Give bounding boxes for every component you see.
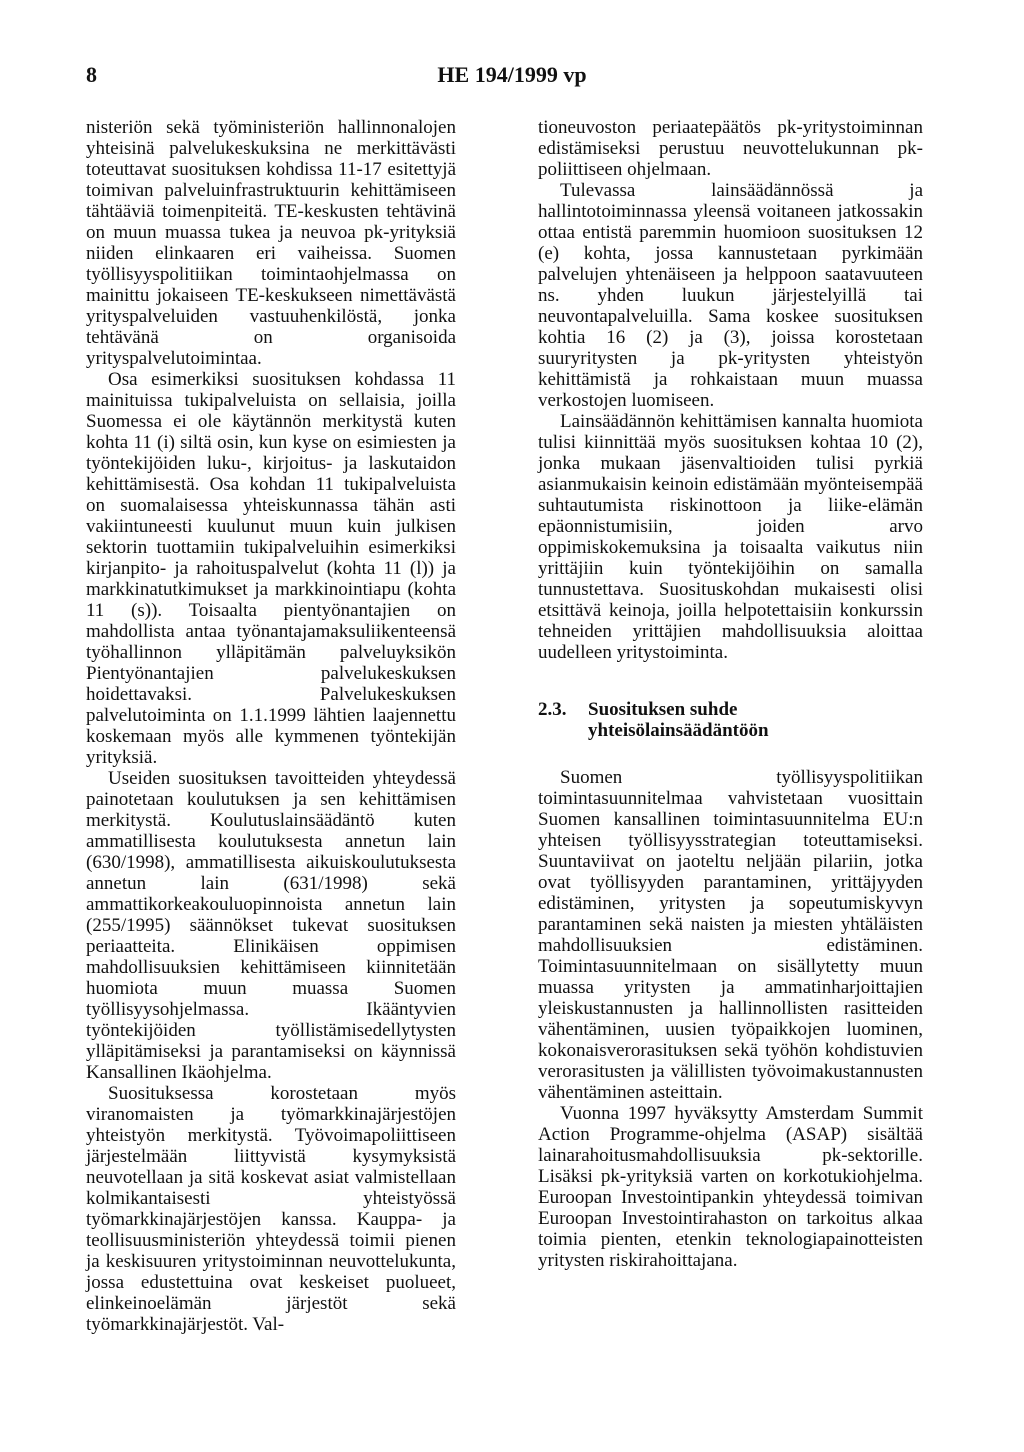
section-number: 2.3.	[538, 699, 567, 720]
paragraph: Tulevassa lainsäädännössä ja hallintotoiminnassa yleensä voitaneen jatkossakin ottaa entistä paremmin huomioon suosituksen 12 (e) kohta, jossa kannustetaan pyrkimään palvelujen yhtenäiseen ja helppoon saatavuuteen ns. yhden luukun järjestelyillä tai neuvontapalveluilla. Sama koskee suosituksen kohtia 16 (2) ja (3), joissa korostetaan suuryritysten ja pk-yritysten yhteistyön kehittämistä ja rohkaistaan muun muassa verkostojen luomiseen.	[538, 180, 923, 411]
page-number: 8	[86, 62, 97, 87]
section-title-line: yhteisölainsäädäntöön	[588, 720, 769, 741]
right-column	[538, 117, 923, 1271]
paragraph: nisteriön sekä työministeriön hallinnonalojen yhteisinä palvelukeskuksina ne merkittävästi toteuttavat suosituksen kohdissa 11-17 esitettyjä toimivan palveluinfrastruktuurin kehittämiseen tähtääviä toimenpiteitä. TE-keskusten tehtävinä on muun muassa tukea ja neuvoa pk-yrityksiä niiden elinkaaren eri vaiheissa. Suomen työllisyyspolitiikan toimintaohjelmassa on mainittu jokaiseen TE-keskukseen nimettävästä yrityspalveluiden vastuuhenkilöstä, jonka tehtävänä on organisoida yrityspalvelutoimintaa.	[86, 117, 456, 369]
paragraph: Lainsäädännön kehittämisen kannalta huomiota tulisi kiinnittää myös suosituksen kohtaa 10 (2), jonka mukaan jäsenvaltioiden tulisi pyrkiä asianmukaisin keinoin edistämään myönteisempää suhtautumista riskinottoon ja liike-elämän epäonnistumisiin, joiden arvo oppimiskokemuksina ja toisaalta vaikutus niin yrittäjiin kuin työntekijöihin on samalla tunnustettava. Suosituskohdan mukaisesti olisi etsittävä keinoja, joilla helpotettaisiin konkurssin tehneiden yrittäjien mahdollisuuksia aloittaa uudelleen yritystoiminta.	[538, 411, 923, 663]
section-title-line: Suosituksen suhde	[588, 699, 738, 720]
paragraph: Vuonna 1997 hyväksytty Amsterdam Summit Action Programme-ohjelma (ASAP) sisältää lainarahoitusmahdollisuuksia pk-sektorille. Lisäksi pk-yrityksiä varten on korkotukiohjelma. Euroopan Investointipankin yhteydessä toimivan Euroopan Investointirahaston on tarkoitus alkaa toimia pienten, etenkin teknologiapainotteisten yritysten riskirahoittajana.	[538, 1103, 923, 1271]
paragraph: Suosituksessa korostetaan myös viranomaisten ja työmarkkinajärjestöjen yhteistyön merkitystä. Työvoimapoliittiseen järjestelmään liittyvistä kysymyksistä neuvotellaan ja sitä koskevat asiat valmistellaan kolmikantaisesti yhteistyössä työmarkkinajärjestöjen kanssa. Kauppa- ja teollisuusministeriön yhteydessä toimii pienen ja keskisuuren yritystoiminnan neuvottelukunta, jossa edustettuina ovat keskeiset puolueet, elinkeinoelämän järjestöt sekä työmarkkinajärjestöt. Val-	[86, 1083, 456, 1335]
left-column	[86, 117, 456, 1335]
paragraph: Useiden suosituksen tavoitteiden yhteydessä painotetaan koulutuksen ja sen kehittämisen merkitystä. Koulutuslainsäädäntö kuten ammatillisesta koulutuksesta annetun lain (630/1998), ammatillisesta aikuiskoulutuksesta annetun lain (631/1998) sekä ammattikorkeakouluopinnoista annetun lain (255/1995) säännökset tukevat suosituksen periaatteita. Elinikäisen oppimisen mahdollisuuksien kehittämiseen kiinnitetään huomiota muun muassa Suomen työllisyysohjelmassa. Ikääntyvien työntekijöiden työllistämisedellytysten ylläpitämiseksi ja parantamiseksi on käynnissä Kansallinen Ikäohjelma.	[86, 768, 456, 1083]
paragraph: Osa esimerkiksi suosituksen kohdassa 11 mainituissa tukipalveluista on sellaisia, joilla Suomessa ei ole käytännön merkitystä kuten kohta 11 (i) siltä osin, kun kyse on esimiesten ja työntekijöiden luku-, kirjoitus- ja laskutaidon kehittämisestä. Osa kohdan 11 tukipalveluista on suomalaisessa yhteiskunnassa tähän asti vakiintuneesti kuulunut muun kuin julkisen sektorin tuottamiin tukipalveluihin esimerkiksi kirjanpito- ja rahoituspalvelut (kohta 11 (l)) ja markkinatutkimukset ja markkinointiapu (kohta 11 (s)). Toisaalta pientyönantajien on mahdollista antaa työnantajamaksuliikenteensä työhallinnon ylläpitämän palveluyksikön Pientyönantajien palvelukeskuksen hoidettavaksi. Palvelukeskuksen palvelutoiminta on 1.1.1999 lähtien laajennettu koskemaan myös alle kymmenen työntekijän yrityksiä.	[86, 369, 456, 768]
running-title: HE 194/1999 vp	[437, 62, 587, 87]
paragraph: Suomen työllisyyspolitiikan toimintasuunnitelmaa vahvistetaan vuosittain Suomen kansallinen toimintasuunnitelma EU:n yhteisen työllisyysstrategian toteuttamiseksi. Suuntaviivat on jaoteltu neljään pilariin, jotka ovat työllisyyden parantaminen, yrittäjyyden edistäminen, yritysten ja sopeutumiskyvyn parantaminen sekä naisten ja miesten yhtäläisten mahdollisuuksien edistäminen. Toimintasuunnitelmaan on sisällytetty muun muassa yritysten ja ammatinharjoittajien yleiskustannusten ja hallinnollisten rasitteiden vähentäminen, uusien työpaikkojen luominen, kokonaisverorasituksen sekä työhön kohdistuvien verorasitusten ja välillisten työvoimakustannusten vähentäminen asteittain.	[538, 767, 923, 1103]
section-heading	[538, 699, 923, 741]
section-title	[588, 699, 923, 741]
paragraph: tioneuvoston periaatepäätös pk-yritystoiminnan edistämiseksi perustuu neuvottelukunnan pk-poliittiseen ohjelmaan.	[538, 117, 923, 180]
